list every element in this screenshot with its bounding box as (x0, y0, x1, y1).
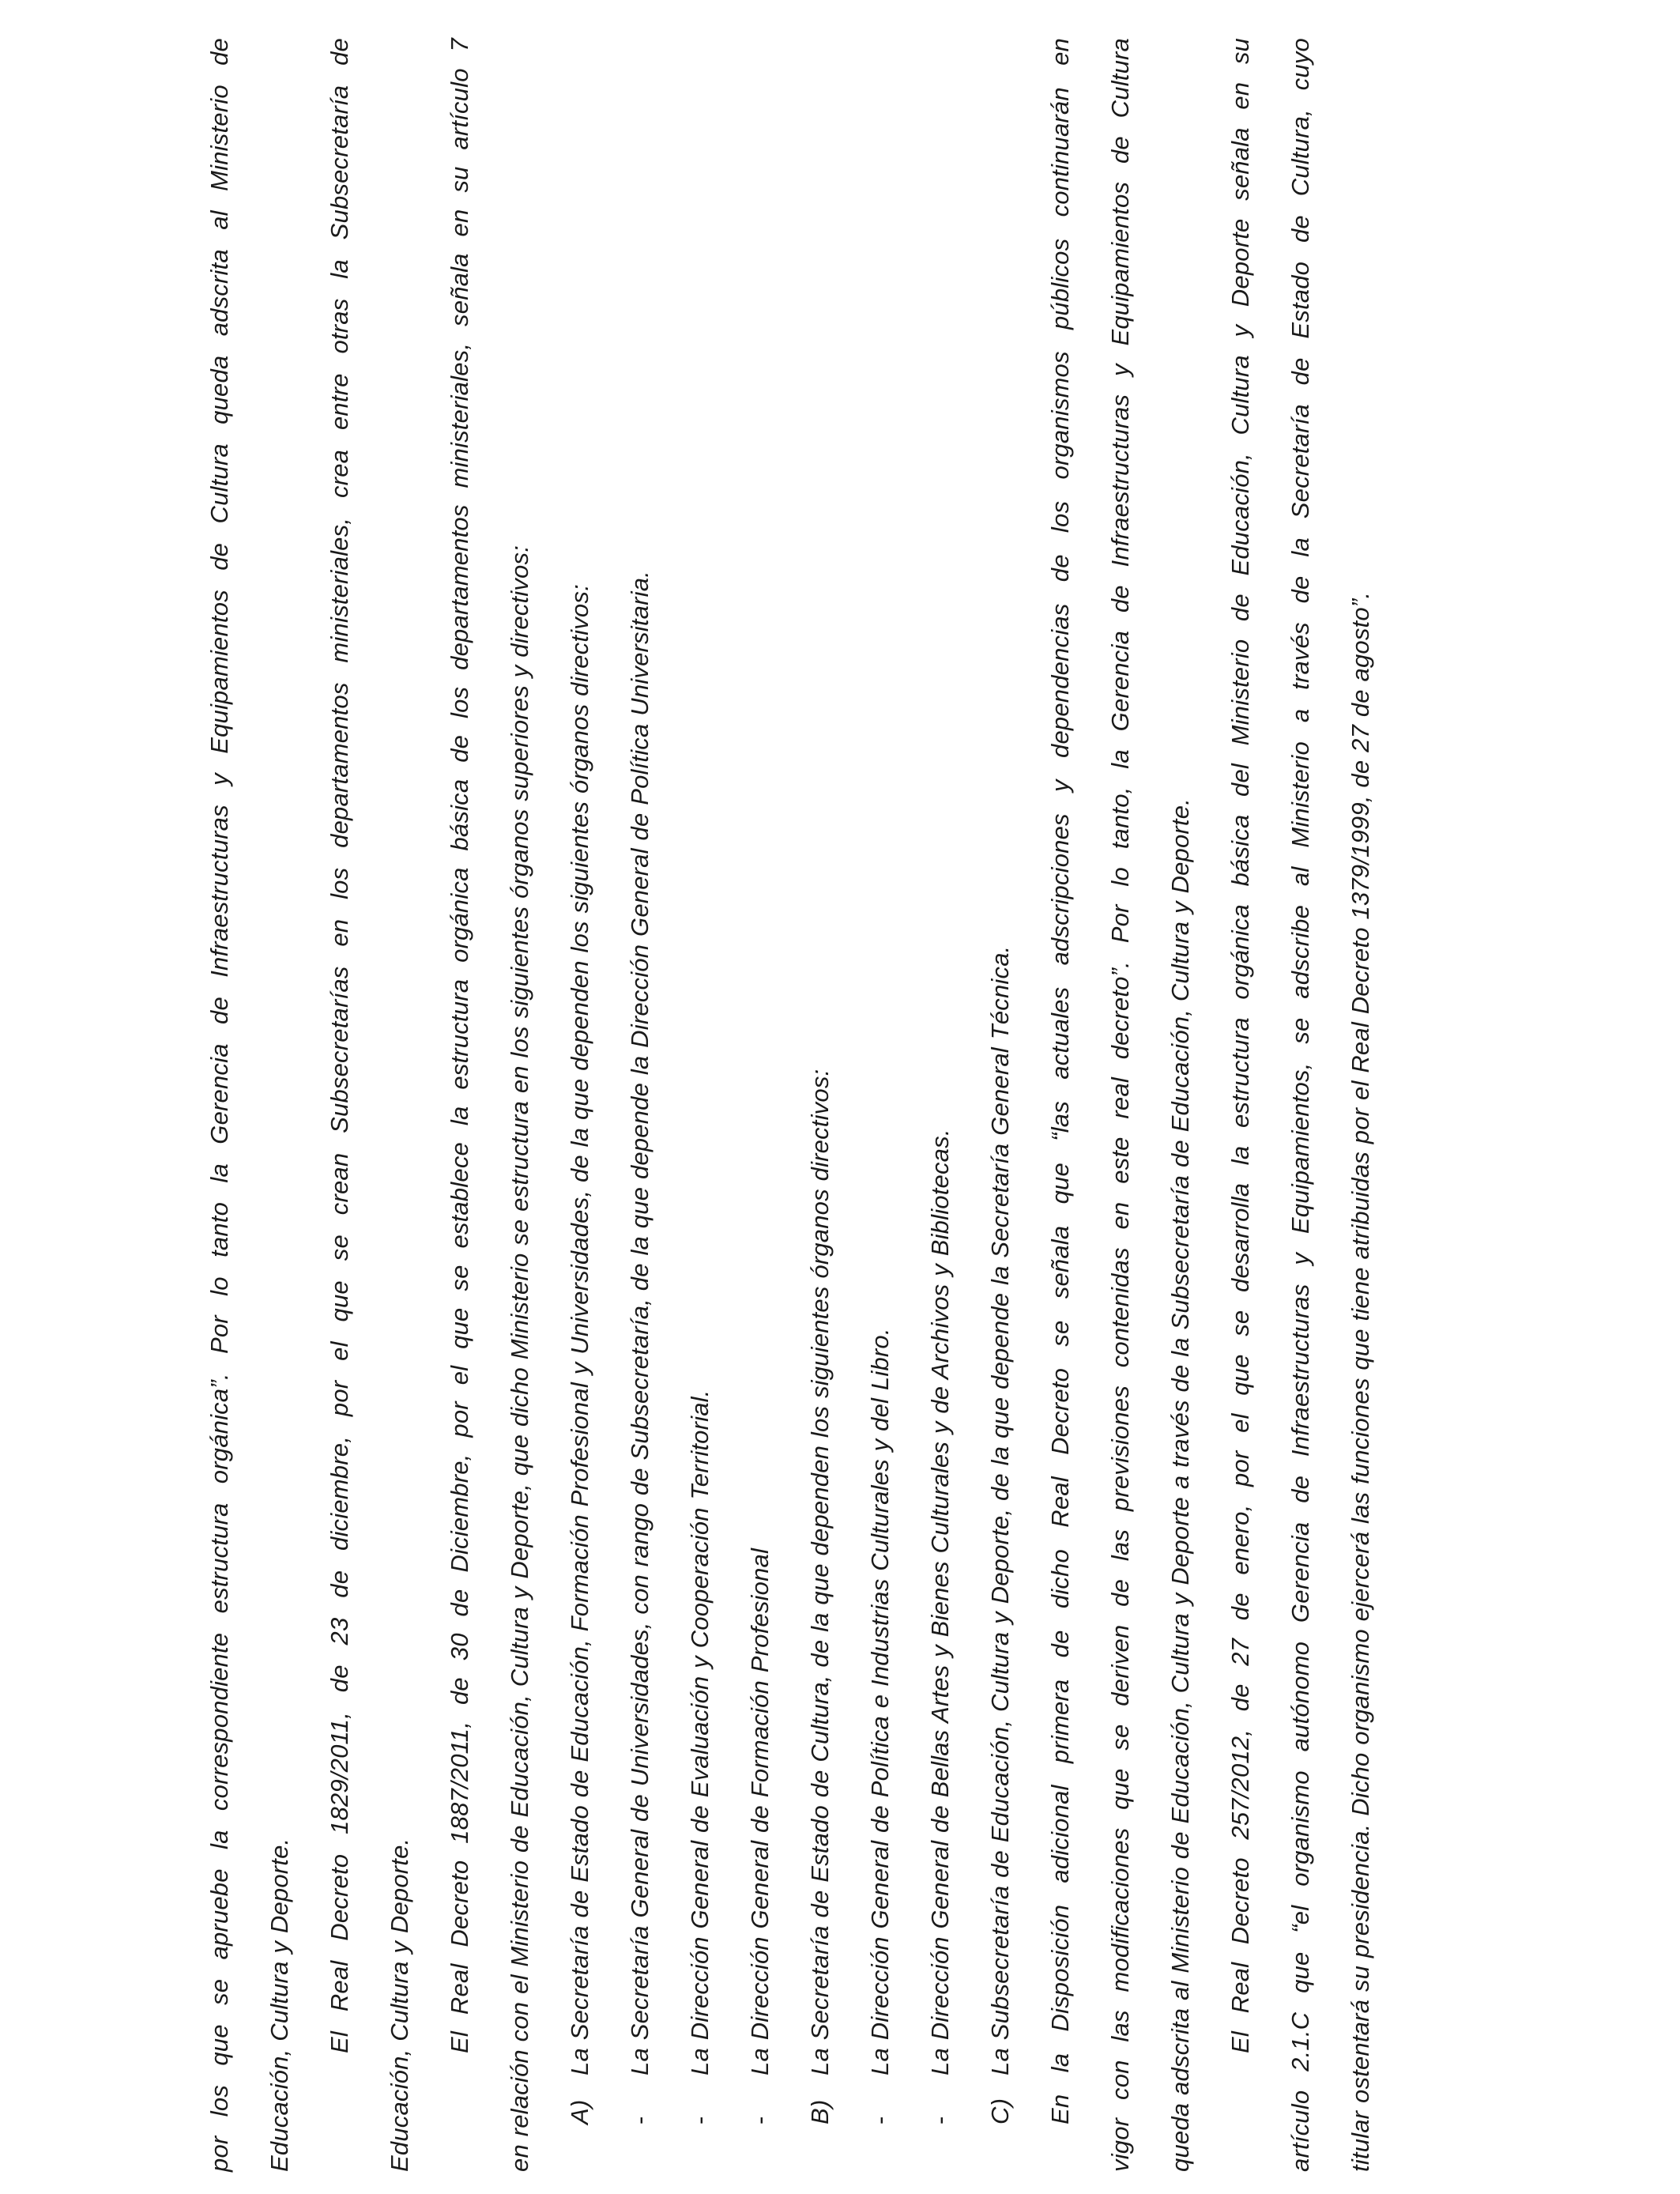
list-marker: - (866, 2116, 894, 2124)
list-item-text: La Subsecretaría de Educación, Cultura y Deporte, de la que depende la Secretaría General Técnica. (986, 945, 1014, 2075)
list-item (730, 38, 790, 2172)
list-item-text: La Secretaría General de Universidades, con rango de Subsecretaría, de la que depende la Dirección General de Política Universitaria. (626, 571, 654, 2075)
list-marker: - (626, 2116, 654, 2124)
paragraph-line: queda adscrita al Ministerio de Educación, Cultura y Deporte a través de la Subsecretaría de Educación, Cultura y Deporte. (1166, 798, 1194, 2172)
list-item-text: La Dirección General de Bellas Artes y Bienes Culturales y de Archivos y Bibliotecas. (926, 1129, 954, 2075)
list-marker: - (746, 2116, 774, 2124)
list-marker: - (926, 2116, 954, 2124)
paragraph-line: por los que se apruebe la correspondiente estructura orgánica”. Por lo tanto la Gerencia de Infraestructuras y Equipamientos de Cultura queda adscrita al Ministerio de (205, 38, 233, 2172)
list-item (850, 38, 910, 2172)
paragraph-line: artículo 2.1.C que “el organismo autónomo Gerencia de Infraestructuras y Equipamientos, se adscribe al Ministerio a través de la Secretaría de Estado de Cultura, cuyo (1286, 38, 1314, 2172)
list-item (910, 38, 970, 2172)
paragraph-line: vigor con las modificaciones que se deriven de las previsiones contenidas en este real decreto”. Por lo tanto, la Gerencia de Infraestructuras y Equipamientos de Cultura (1106, 38, 1134, 2172)
list-item (670, 38, 730, 2172)
list-item-text: La Dirección General de Evaluación y Cooperación Territorial. (686, 1389, 714, 2075)
list-marker: - (686, 2116, 714, 2124)
paragraph-line: El Real Decreto 1829/2011, de 23 de diciembre, por el que se crean Subsecretarías en los departamentos ministeriales, crea entre otras la Subsecretaría de (326, 38, 353, 2053)
list-item-text: La Secretaría de Estado de Cultura, de la que dependen los siguientes órganos directivos: (806, 1069, 834, 2075)
list-item (610, 38, 670, 2172)
list-item-text: La Dirección General de Formación Profesional (746, 1547, 774, 2075)
paragraph-line: El Real Decreto 1887/2011, de 30 de Diciembre, por el que se establece la estructura orgánica básica de los departamentos ministeriales, señala en su artículo 7 (446, 38, 473, 2053)
list-marker: A) (566, 2099, 593, 2124)
paragraph-line: titular ostentará su presidencia. Dicho organismo ejercerá las funciones que tiene atribuidas por el Real Decreto 1379/1999, de 27 de agosto”. (1347, 591, 1374, 2172)
list-item-text: La Dirección General de Política e Industrias Culturales y del Libro. (866, 1328, 894, 2075)
paragraph-line: En la Disposición adicional primera de dicho Real Decreto se señala que “las actuales adscripciones y dependencias de los organismos públicos continuarán en (1046, 38, 1074, 2124)
list-item (970, 38, 1030, 2172)
paragraph-line: Educación, Cultura y Deporte. (266, 1838, 293, 2172)
list-marker: C) (986, 2098, 1014, 2124)
paragraph-line: en relación con el Ministerio de Educación, Cultura y Deporte, que dicho Ministerio se estructura en los siguientes órganos superiores y directivos: (506, 545, 533, 2172)
paragraph-line: Educación, Cultura y Deporte. (386, 1838, 413, 2172)
list-marker: B) (806, 2099, 834, 2124)
rotated-text-block (190, 38, 1391, 2172)
list-item (790, 38, 850, 2172)
list-item-text: La Secretaría de Estado de Educación, Formación Profesional y Universidades, de la que dependen los siguientes órganos directivos: (566, 584, 593, 2075)
list-item (550, 38, 610, 2172)
paragraph-line: El Real Decreto 257/2012, de 27 de enero, por el que se desarrolla la estructura orgánica básica del Ministerio de Educación, Cultura y Deporte señala en su (1226, 38, 1254, 2053)
